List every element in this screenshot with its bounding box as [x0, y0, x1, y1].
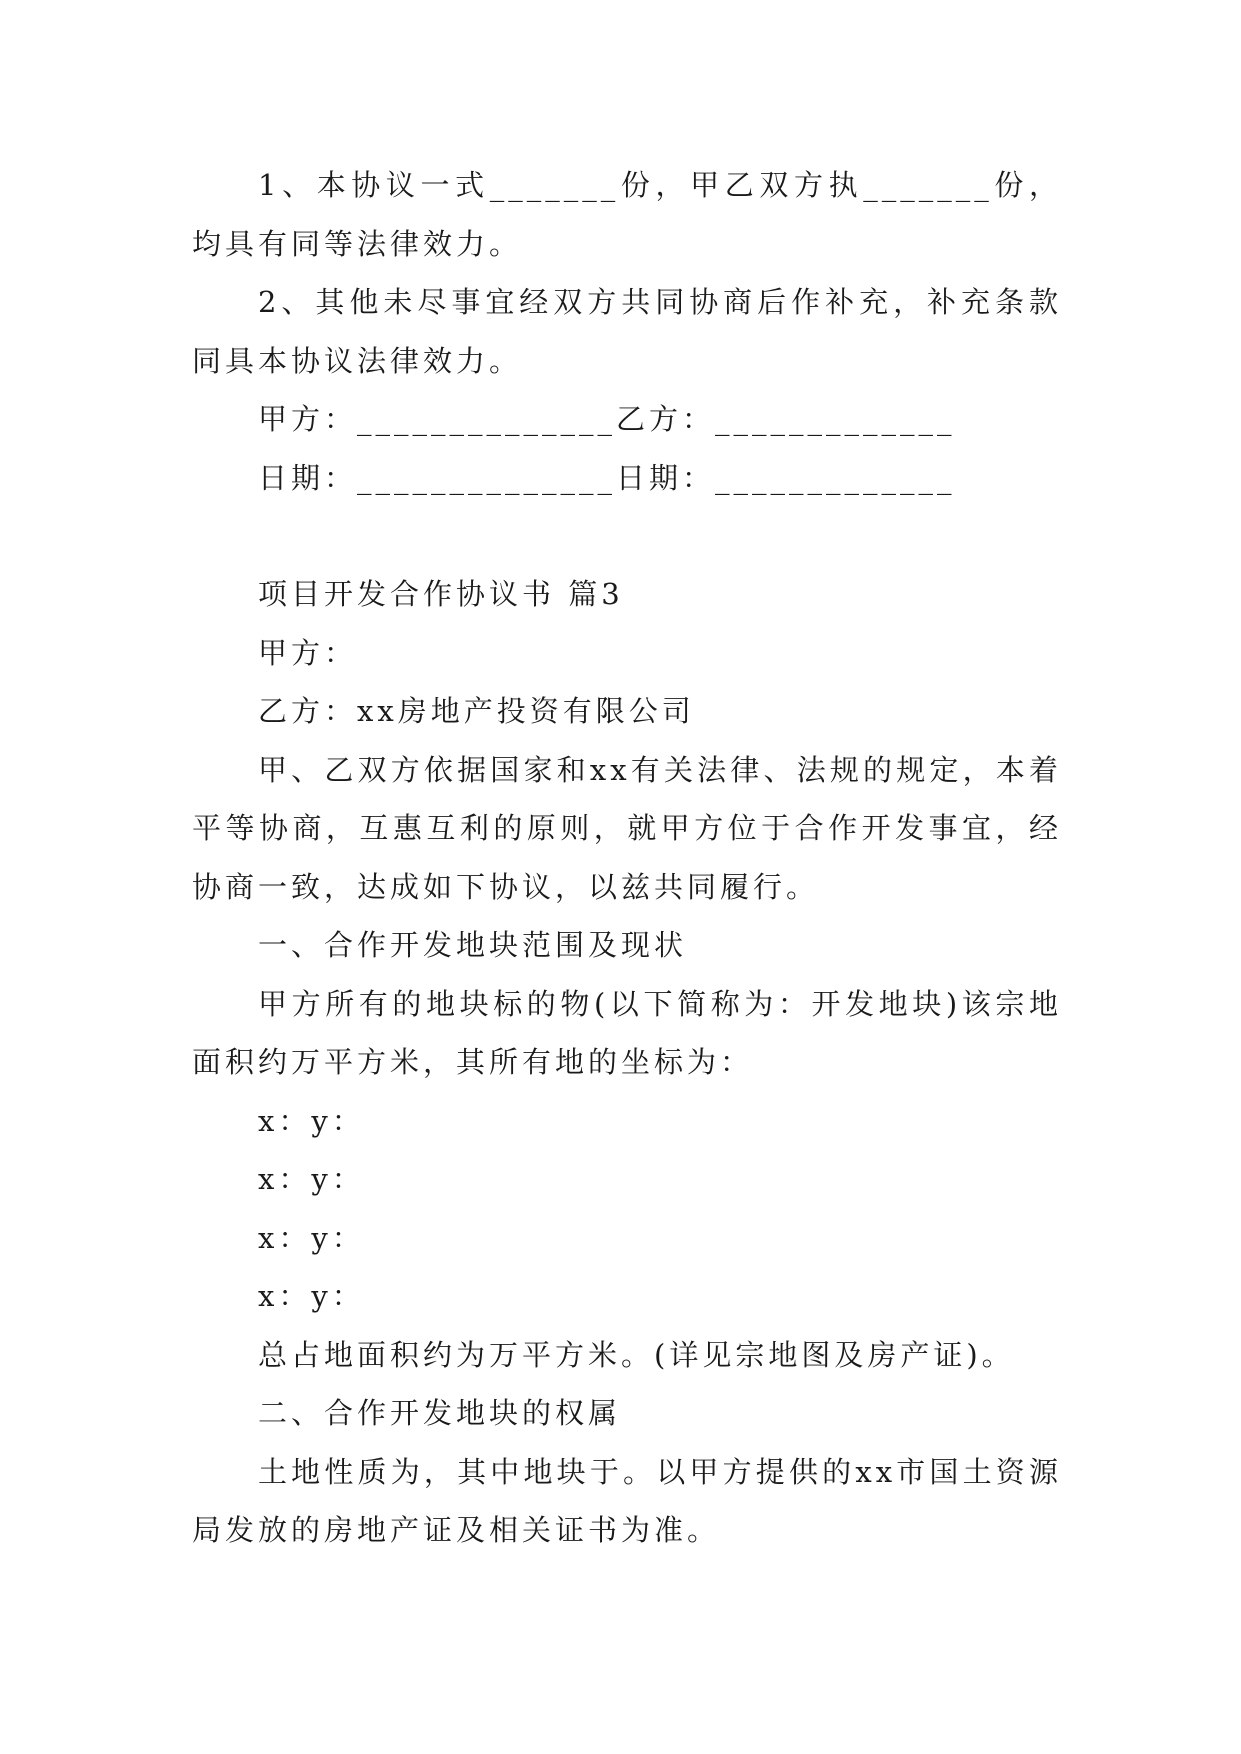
clause-supplement: 2、其他未尽事宜经双方共同协商后作补充，补充条款同具本协议法律效力。	[192, 285, 1062, 378]
coordinate-line: x：y：	[258, 1279, 365, 1313]
coordinate-line: x：y：	[258, 1220, 365, 1255]
clause-copies: 1、本协议一式_______份，甲乙双方执_______份，均具有同等法律效力。	[192, 168, 1062, 261]
preamble-paragraph: 甲、乙双方依据国家和xx有关法律、法规的规定，本着平等协商，互惠互利的原则，就甲方位于合作开发事宜，经协商一致，达成如下协议，以兹共同履行。	[192, 752, 1062, 904]
party-a-line: 甲方：	[258, 635, 358, 670]
signature-line-dates: 日期：______________日期：_____________	[258, 460, 956, 495]
signature-line-parties: 甲方：______________乙方：_____________	[258, 402, 956, 436]
coordinate-line: x：y：	[258, 1103, 365, 1138]
party-b-line: 乙方：xx房地产投资有限公司	[258, 694, 695, 728]
section-spacer	[192, 507, 1062, 565]
coordinate-line: x：y：	[258, 1162, 365, 1196]
heading-scope: 一、合作开发地块范围及现状	[258, 928, 688, 962]
document-body	[192, 156, 1062, 1560]
land-nature-paragraph: 土地性质为，其中地块于。以甲方提供的xx市国土资源局发放的房地产证及相关证书为准。	[192, 1454, 1062, 1547]
heading-ownership: 二、合作开发地块的权属	[258, 1396, 622, 1430]
section-title: 项目开发合作协议书 篇3	[258, 577, 624, 611]
total-area-line: 总占地面积约为万平方米。(详见宗地图及房产证)。	[258, 1337, 1015, 1372]
land-description: 甲方所有的地块标的物(以下简称为：开发地块)该宗地面积约万平方米，其所有地的坐标为：	[192, 986, 1062, 1079]
